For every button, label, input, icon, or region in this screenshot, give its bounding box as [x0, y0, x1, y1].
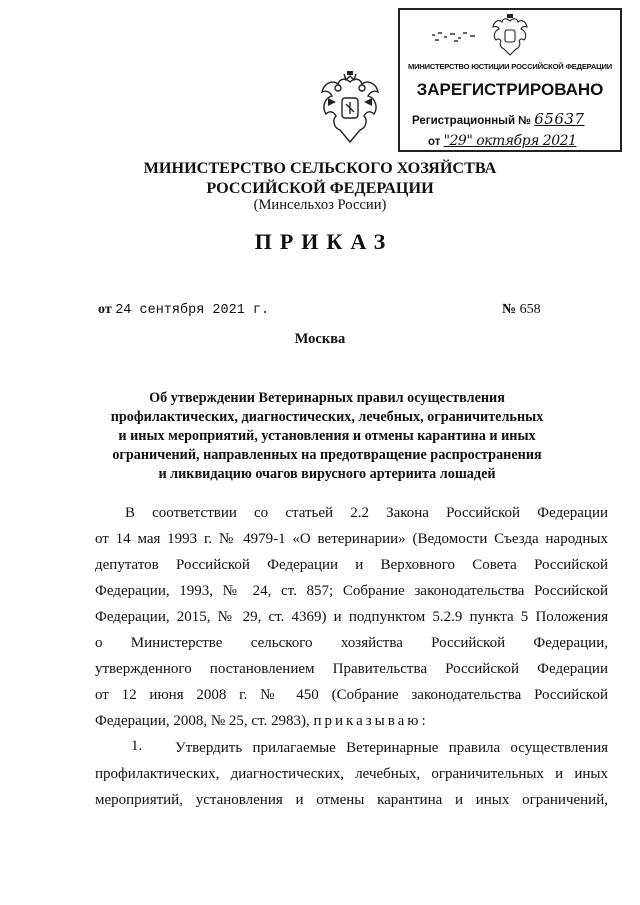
stamp-registered-label: ЗАРЕГИСТРИРОВАНО: [416, 80, 604, 99]
document-title-line: профилактических, диагностических, лечебных, ограничительных: [110, 409, 544, 425]
item-line: мероприятий, установления и отмены карантина и иных ограничений,: [95, 792, 608, 808]
order-date-prefix: от: [98, 302, 112, 317]
body-line: депутатов Российской Федерации и Верховного Совета Российской: [95, 557, 608, 573]
stamp-registration-line: [412, 110, 584, 128]
body-line: от 14 мая 1993 г. № 4979-1 «О ветеринарии» (Ведомости Съезда народных: [95, 531, 608, 547]
order-city: Москва: [294, 331, 346, 347]
document-title-line: и ликвидацию очагов вирусного артериита лошадей: [158, 466, 496, 482]
order-number-value: 658: [519, 302, 541, 317]
body-line: Федерации, 2015, № 29, ст. 4369) и подпунктом 5.2.9 пункта 5 Положения: [95, 609, 608, 625]
document-title: [60, 389, 594, 484]
order-title: ПРИКАЗ: [254, 229, 394, 254]
stamp-coat-of-arms-icon: [490, 12, 530, 58]
body-line: о Министерстве сельского хозяйства Российской Федерации,: [95, 635, 608, 651]
stamp-reg-label: Регистрационный №: [412, 115, 532, 127]
scan-noise-icon: [430, 30, 478, 44]
ministry-name-line-1: МИНИСТЕРСТВО СЕЛЬСКОГО ХОЗЯЙСТВА: [143, 159, 497, 177]
registration-stamp: [398, 8, 622, 152]
order-date-value: 24 сентября 2021 г.: [115, 303, 270, 318]
ministry-short-name: (Минсельхоз России): [253, 197, 387, 213]
ministry-name: [0, 158, 640, 198]
body-line: Федерации, 1993, № 24, ст. 857; Собрание законодательства Российской: [95, 583, 608, 599]
order-number-prefix: №: [502, 302, 517, 317]
ministry-name-line-2: РОССИЙСКОЙ ФЕДЕРАЦИИ: [206, 179, 434, 197]
stamp-ministry-name: МИНИСТЕРСТВО ЮСТИЦИИ РОССИЙСКОЙ ФЕДЕРАЦИИ: [407, 62, 613, 71]
body-line-last: [95, 711, 608, 731]
document-title-line: ограничений, направленных на предотвращение распространения: [112, 447, 542, 463]
item-number: 1.: [131, 738, 143, 754]
russian-coat-of-arms-icon: [316, 68, 384, 148]
stamp-date-label: от: [428, 136, 441, 148]
stamp-date-line: [428, 133, 576, 149]
order-date: [98, 302, 269, 318]
stamp-reg-number: 65637: [534, 110, 585, 128]
item-line: профилактических, диагностических, лечебных, ограничительных и иных: [95, 766, 608, 782]
document-title-line: и иных мероприятий, установления и отмены карантина и иных: [118, 428, 536, 444]
order-number: [502, 302, 541, 318]
order-verb: приказываю:: [313, 713, 429, 729]
document-title-line: Об утверждении Ветеринарных правил осуществления: [149, 390, 505, 406]
item-line: Утвердить прилагаемые Ветеринарные правила осуществления: [175, 740, 608, 756]
stamp-date-value: "29" октября 2021: [443, 133, 577, 149]
body-line-text: Федерации, 2008, № 25, ст. 2983),: [95, 713, 310, 729]
body-line: утвержденного постановлением Правительства Российской Федерации: [95, 661, 608, 677]
body-line: от 12 июня 2008 г. № 450 (Собрание законодательства Российской: [95, 687, 608, 703]
body-line: В соответствии со статьей 2.2 Закона Российской Федерации: [125, 505, 608, 521]
